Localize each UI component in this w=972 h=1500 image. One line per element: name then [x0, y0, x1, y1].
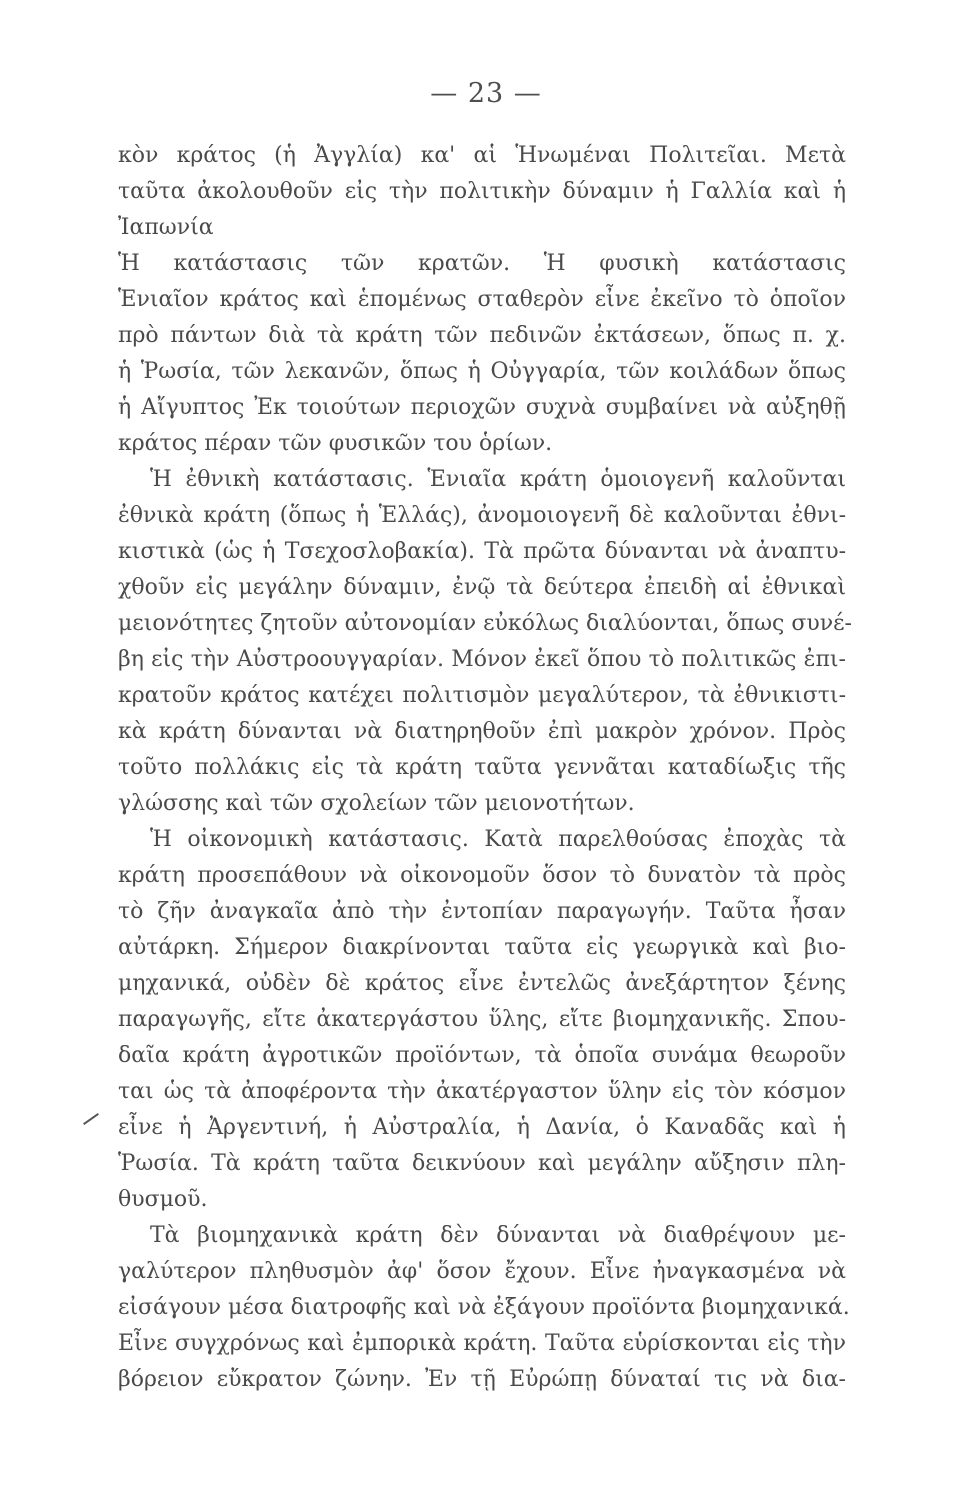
text-line: γλώσσης καὶ τῶν σχολείων τῶν μειονοτήτων. — [118, 791, 635, 816]
text-line: εἶνε ἡ Ἀργεντινή, ἡ Αὐστραλία, ἡ Δανία, ὁ Καναδᾶς καὶ ἡ — [118, 1115, 846, 1140]
text-line: τοῦτο πολλάκις εἰς τὰ κράτη ταῦτα γεννᾶται καταδίωξις τῆς — [118, 755, 846, 780]
body-text — [118, 138, 852, 1398]
text-line: Ἰαπωνία — [118, 215, 214, 240]
text-line: βη εἰς τὴν Αὐστροουγγαρίαν. Μόνον ἐκεῖ ὅπου τὸ πολιτικῶς ἐπι- — [118, 647, 846, 672]
text-line: γαλύτερον πληθυσμὸν ἀφ' ὅσον ἔχουν. Εἶνε ἠναγκασμένα νὰ — [118, 1259, 846, 1284]
text-line: κὰ κράτη δύνανται νὰ διατηρηθοῦν ἐπὶ μακρὸν χρόνον. Πρὸς — [118, 719, 846, 744]
text-line: Ῥωσία. Τὰ κράτη ταῦτα δεικνύουν καὶ μεγάλην αὔξησιν πλη- — [118, 1151, 846, 1176]
text-line: ται ὡς τὰ ἀποφέροντα τὴν ἀκατέργαστον ὕλην εἰς τὸν κόσμον — [118, 1079, 846, 1104]
text-line: Ἡ κατάστασις τῶν κρατῶν. Ἡ φυσικὴ κατάστασις — [118, 251, 846, 276]
text-line: μηχανικά, οὐδὲν δὲ κράτος εἶνε ἐντελῶς ἀνεξάρτητον ξένης — [118, 971, 846, 996]
margin-mark — [83, 1113, 99, 1125]
text-line: Ἑνιαῖον κράτος καὶ ἑπομένως σταθερὸν εἶνε ἐκεῖνο τὸ ὁποῖον — [118, 287, 846, 312]
text-line: κράτος πέραν τῶν φυσικῶν του ὁρίων. — [118, 431, 553, 456]
text-line: μειονότητες ζητοῦν αὐτονομίαν εὐκόλως διαλύονται, ὅπως συνέ- — [118, 611, 852, 636]
page-number: — 23 — — [430, 78, 542, 109]
text-line: θυσμοῦ. — [118, 1187, 208, 1212]
text-line: ταῦτα ἀκολουθοῦν εἰς τὴν πολιτικὴν δύναμιν ἡ Γαλλία καὶ ἡ — [118, 179, 846, 204]
text-line: Ἡ οἰκονομικὴ κατάστασις. Κατὰ παρελθούσας ἐποχὰς τὰ — [150, 827, 846, 852]
text-line: κιστικὰ (ὡς ἡ Τσεχοσλοβακία). Τὰ πρῶτα δύνανται νὰ ἀναπτυ- — [118, 539, 846, 564]
text-line: ἡ Αἴγυπτος Ἐκ τοιούτων περιοχῶν συχνὰ συμβαίνει νὰ αὐξηθῇ — [118, 395, 846, 420]
text-line: ἐθνικὰ κράτη (ὅπως ἡ Ἑλλάς), ἀνομοιογενῆ δὲ καλοῦνται ἐθνι- — [118, 503, 846, 528]
text-line: Εἶνε συγχρόνως καὶ ἐμπορικὰ κράτη. Ταῦτα εὑρίσκονται εἰς τὴν — [118, 1331, 846, 1356]
text-line: πρὸ πάντων διὰ τὰ κράτη τῶν πεδινῶν ἐκτάσεων, ὅπως π. χ. — [118, 323, 846, 348]
text-line: αὐτάρκη. Σήμερον διακρίνονται ταῦτα εἰς γεωργικὰ καὶ βιο- — [118, 935, 846, 960]
text-line: κὸν κράτος (ἡ Ἀγγλία) κα' αἱ Ἡνωμέναι Πολιτεῖαι. Μετὰ — [118, 143, 846, 168]
text-line: δαῖα κράτη ἀγροτικῶν προϊόντων, τὰ ὁποῖα συνάμα θεωροῦν — [118, 1043, 846, 1068]
text-line: εἰσάγουν μέσα διατροφῆς καὶ νὰ ἐξάγουν προϊόντα βιομηχανικά. — [118, 1295, 850, 1320]
text-line: Ἡ ἐθνικὴ κατάστασις. Ἑνιαῖα κράτη ὁμοιογενῆ καλοῦνται — [150, 467, 846, 492]
text-line: ἡ Ῥωσία, τῶν λεκανῶν, ὅπως ἡ Οὐγγαρία, τῶν κοιλάδων ὅπως — [118, 359, 846, 384]
text-line: κρατοῦν κράτος κατέχει πολιτισμὸν μεγαλύτερον, τὰ ἐθνικιστι- — [118, 683, 846, 708]
text-line: Τὰ βιομηχανικὰ κράτη δὲν δύνανται νὰ διαθρέψουν με- — [150, 1223, 846, 1248]
text-line: βόρειον εὔκρατον ζώνην. Ἐν τῇ Εὐρώπῃ δύναταί τις νὰ δια- — [118, 1367, 846, 1392]
text-line: τὸ ζῆν ἀναγκαῖα ἀπὸ τὴν ἐντοπίαν παραγωγήν. Ταῦτα ἦσαν — [118, 899, 846, 924]
text-line: χθοῦν εἰς μεγάλην δύναμιν, ἐνῷ τὰ δεύτερα ἐπειδὴ αἱ ἐθνικαὶ — [118, 575, 846, 600]
text-line: παραγωγῆς, εἴτε ἀκατεργάστου ὕλης, εἴτε βιομηχανικῆς. Σπου- — [118, 1007, 846, 1032]
text-line: κράτη προσεπάθουν νὰ οἰκονομοῦν ὅσον τὸ δυνατὸν τὰ πρὸς — [118, 863, 846, 888]
